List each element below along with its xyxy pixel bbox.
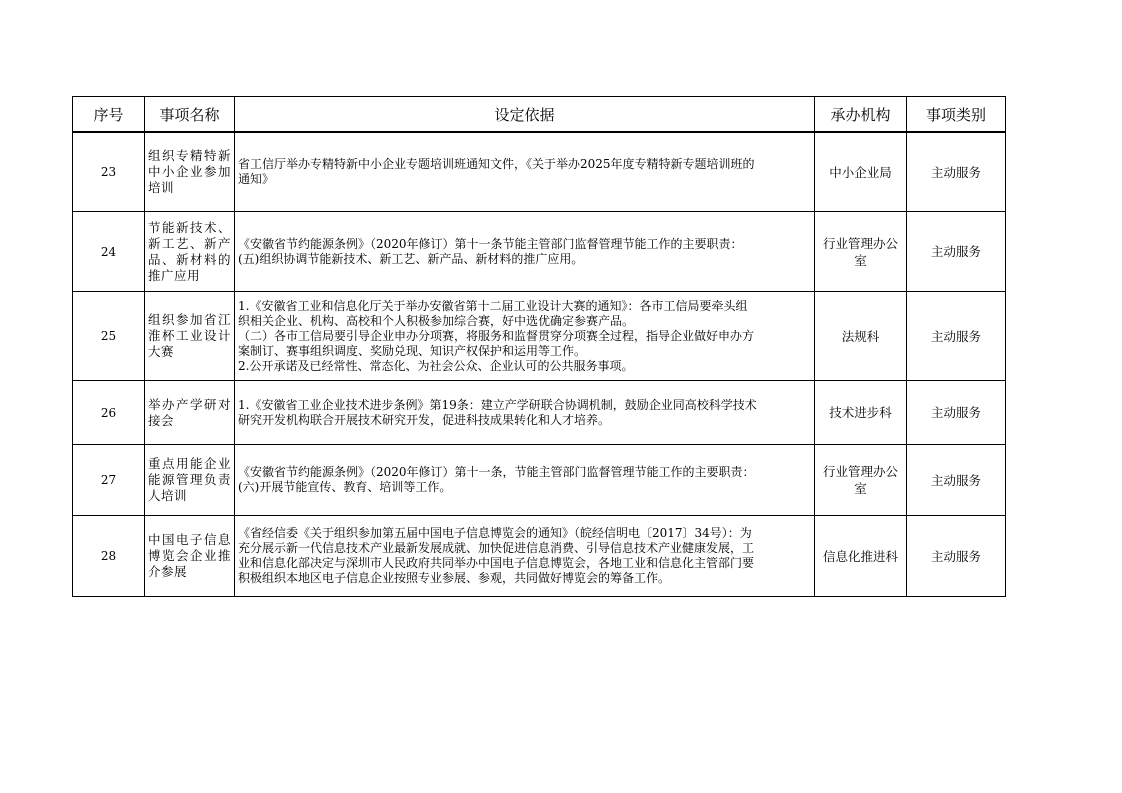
basis-line: 省工信厅举办专精特新中小企业专题培训班通知文件，《关于举办2025年度专精特新专题培训班的 (238, 157, 755, 171)
table-row (73, 516, 1006, 597)
header-org: 承办机构 (815, 97, 907, 133)
row-name: 节能新技术、新工艺、新产品、新材料的推广应用 (145, 212, 235, 292)
header-index: 序号 (73, 97, 145, 133)
basis-line: 充分展示新一代信息技术产业最新发展成就、加快促进信息消费、引导信息技术产业健康发展，工 (238, 541, 755, 555)
row-index: 26 (73, 381, 145, 445)
row-category: 主动服务 (907, 292, 1006, 381)
basis-line: (五)组织协调节能新技术、新工艺、新产品、新材料的推广应用。 (238, 251, 584, 266)
basis-line: 1.《安徽省工业企业技术进步条例》第19条：建立产学研联合协调机制，鼓励企业同高校科学技术 (238, 397, 757, 412)
table-row (73, 292, 1006, 381)
row-index: 27 (73, 445, 145, 516)
row-category: 主动服务 (907, 516, 1006, 597)
row-name: 举办产学研对接会 (145, 381, 235, 445)
row-index: 24 (73, 212, 145, 292)
basis-line: 业和信息化部决定与深圳市人民政府共同举办中国电子信息博览会，各地工业和信息化主管部门要 (238, 556, 755, 570)
row-org: 技术进步科 (815, 381, 907, 445)
header-row (73, 97, 1006, 133)
row-index: 25 (73, 292, 145, 381)
header-basis: 设定依据 (235, 97, 815, 133)
row-category: 主动服务 (907, 445, 1006, 516)
basis-line: 织相关企业、机构、高校和个人积极参加综合赛，好中选优确定参赛产品。 (238, 313, 635, 328)
row-org: 信息化推进科 (815, 516, 907, 597)
items-table (72, 96, 1006, 597)
row-name: 重点用能企业能源管理负责人培训 (145, 445, 235, 516)
row-basis (235, 445, 815, 516)
basis-line: (六)开展节能宣传、教育、培训等工作。 (238, 480, 452, 494)
basis-line: 通知》 (238, 172, 275, 186)
basis-line: （二）各市工信局要引导企业申办分项赛，将服务和监督贯穿分项赛全过程，指导企业做好申办方 (238, 328, 755, 343)
row-category: 主动服务 (907, 212, 1006, 292)
row-category: 主动服务 (907, 381, 1006, 445)
row-name: 组织参加省江淮杯工业设计大赛 (145, 292, 235, 381)
row-category: 主动服务 (907, 132, 1006, 212)
basis-line: 《省经信委《关于组织参加第五届中国电子信息博览会的通知》（皖经信明电〔2017〕34号）：为 (238, 526, 752, 540)
row-basis (235, 516, 815, 597)
basis-line: 1.《安徽省工业和信息化厅关于举办安徽省第十二届工业设计大赛的通知》：各市工信局要牵头组 (238, 298, 748, 313)
basis-line: 《安徽省节约能源条例》（2020年修订）第十一条节能主管部门监督管理节能工作的主要职责： (238, 236, 743, 251)
basis-line: 2.公开承诺及已经常性、常态化、为社会公众、企业认可的公共服务事项。 (238, 358, 634, 373)
table-row (73, 132, 1006, 212)
basis-line: 积极组织本地区电子信息企业按照专业参展、参观，共同做好博览会的筹备工作。 (238, 571, 671, 585)
header-category: 事项类别 (907, 97, 1006, 133)
row-basis (235, 292, 815, 381)
table-row (73, 381, 1006, 445)
row-name: 中国电子信息博览会企业推介参展 (145, 516, 235, 597)
row-org: 行业管理办公室 (815, 445, 907, 516)
basis-line: 研究开发机构联合开展技术研究开发，促进科技成果转化和人才培养。 (238, 412, 611, 427)
row-basis (235, 132, 815, 212)
header-name: 事项名称 (145, 97, 235, 133)
row-basis (235, 381, 815, 445)
row-org: 法规科 (815, 292, 907, 381)
table-row (73, 445, 1006, 516)
row-org: 中小企业局 (815, 132, 907, 212)
row-index: 23 (73, 132, 145, 212)
table-row (73, 212, 1006, 292)
row-name: 组织专精特新中小企业参加培训 (145, 132, 235, 212)
row-org: 行业管理办公室 (815, 212, 907, 292)
row-index: 28 (73, 516, 145, 597)
row-basis (235, 212, 815, 292)
basis-line: 案制订、赛事组织调度、奖励兑现、知识产权保护和运用等工作。 (238, 343, 587, 358)
basis-line: 《安徽省节约能源条例》（2020年修订）第十一条，节能主管部门监督管理节能工作的主要职责： (238, 465, 755, 479)
